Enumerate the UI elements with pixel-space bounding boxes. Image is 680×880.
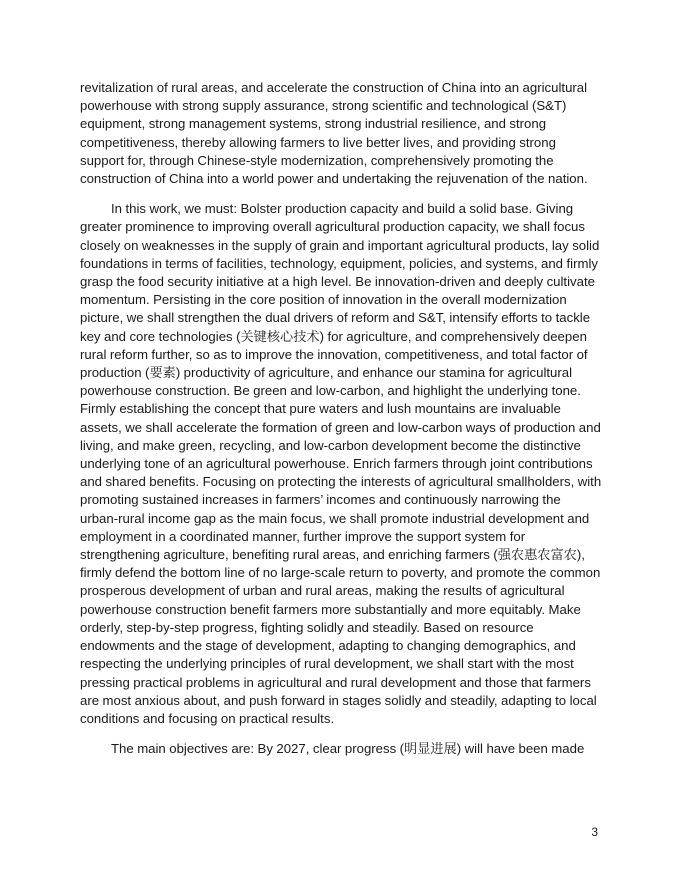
- paragraph-work-principles: In this work, we must: Bolster production capacity and build a solid base. Giving greater prominence to improving overall agricultural production capacity, we shall focus closely on weaknesses in the supply of grain and important agricultural products, lay solid foundations in terms of facilities, technology, equipment, policies, and systems, and firmly grasp the food security initiative at a high level. Be innovation-driven and deeply cultivate momentum. Persisting in the core position of innovation in the overall modernization picture, we shall strengthen the dual drivers of reform and S&T, intensify efforts to tackle key and core technologies (关键核心技术) for agriculture, and comprehensively deepen rural reform further, so as to improve the innovation, competitiveness, and total factor of production (要素) productivity of agriculture, and enhance our stamina for agricultural powerhouse construction. Be green and low-carbon, and highlight the underlying tone. Firmly establishing the concept that pure waters and lush mountains are invaluable assets, we shall accelerate the formation of green and low-carbon ways of production and living, and make green, recycling, and low-carbon development become the distinctive underlying tone of an agricultural powerhouse. Enrich farmers through joint contributions and shared benefits. Focusing on protecting the interests of agricultural smallholders, with promoting sustained increases in farmers’ incomes and continuously narrowing the urban-rural income gap as the main focus, we shall promote industrial development and employment in a coordinated manner, further improve the support system for strengthening agriculture, benefiting rural areas, and enriching farmers (强农惠农富农), firmly defend the bottom line of no large-scale return to poverty, and promote the common prosperous development of urban and rural areas, making the results of agricultural powerhouse construction benefit farmers more substantially and more equitably. Make orderly, step-by-step progress, fighting solidly and steadily. Based on resource endowments and the stage of development, adapting to changing demographics, and respecting the underlying principles of rural development, we shall start with the most pressing practical problems in agricultural and rural development and those that farmers are most anxious about, and push forward in stages solidly and steadily, adapting to local conditions and focusing on practical results.: [80, 201, 602, 726]
- paragraph-continuation: revitalization of rural areas, and accelerate the construction of China into an agricultural powerhouse with strong supply assurance, strong scientific and technological (S&T) equipment, strong management systems, strong industrial resilience, and strong competitiveness, thereby allowing farmers to live better lives, and providing strong support for, through Chinese-style modernization, comprehensively promoting the construction of China into a world power and undertaking the rejuvenation of the nation.: [80, 80, 588, 187]
- paragraph-main-objectives: The main objectives are: By 2027, clear progress (明显进展) will have been made: [111, 741, 585, 757]
- document-body: [80, 79, 602, 770]
- page-number: 3: [591, 825, 598, 839]
